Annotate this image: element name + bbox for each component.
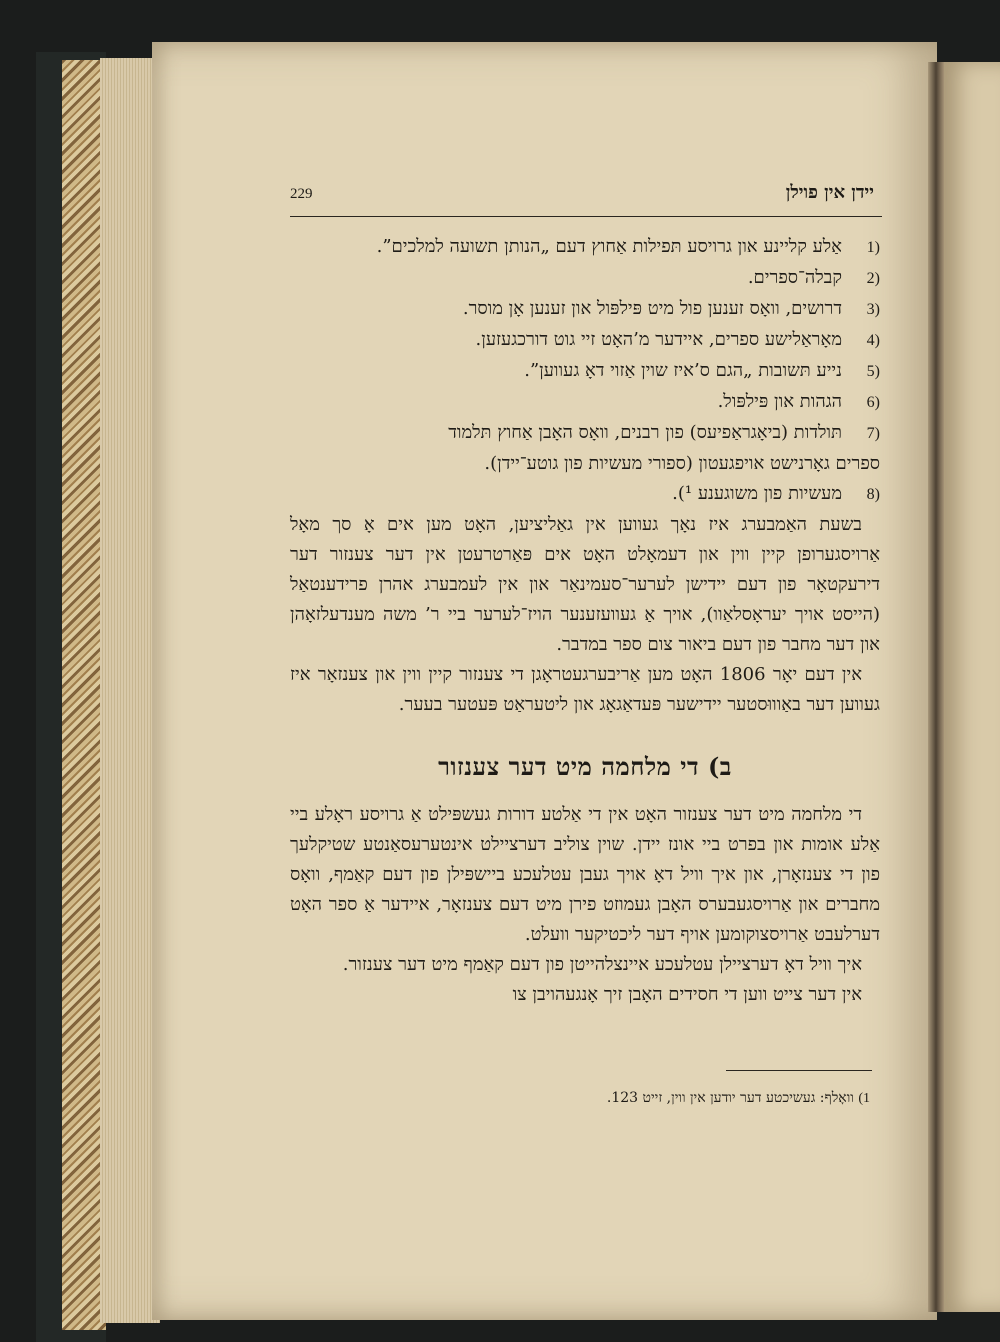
list-item-number: 5) (866, 363, 880, 380)
book-gutter (928, 62, 944, 1312)
list-item (290, 294, 880, 325)
section-heading: ב) די מלחמה מיט דער צענזור (438, 752, 732, 781)
paragraph: אין דעם יאָר 1806 האָט מען אַריבערגעטראָגן די צענזור קיין ווין און צענזאָר איז געווען דער באַוווּסטער יידישער פּעדאַגאָג און ליטעראַט פּעטער בעער. (290, 664, 880, 715)
list-item-number: 1) (866, 239, 880, 256)
list-item (290, 356, 880, 387)
paragraph: איך וויל דאָ דערציילן עטלעכע איינצלהייטן פון דעם קאַמף מיט דער צענזור. (342, 954, 862, 975)
list-item (290, 479, 880, 510)
list-item (290, 263, 880, 294)
list-item-continuation: ספרים גאָרנישט אויפגעטון (ספורי מעשיות פון גוטע־יידן). (484, 453, 880, 474)
list-item-text: מאָראַלישע ספרים, איידער מ’האָט זיי גוט דורכגעזען. (475, 329, 842, 350)
list-item-text: קבלה־ספרים. (747, 267, 842, 288)
list-item (290, 418, 880, 449)
paragraph: אין דער צייט ווען די חסידים האָבן זיך אָנגעהויבן צו (512, 984, 862, 1005)
list-item-text: הגהות און פּילפּול. (717, 391, 842, 412)
list-item-number: 2) (866, 270, 880, 287)
list-item-number: 6) (866, 394, 880, 411)
body-text (290, 800, 880, 1010)
list-item-text: מעשיות פון משוגענע ¹). (672, 483, 842, 504)
facing-page (940, 62, 1000, 1312)
page-header (290, 182, 882, 217)
page-body (290, 232, 880, 1010)
body-text (290, 510, 880, 720)
running-title: יידן אין פוילן (785, 182, 874, 203)
paragraph: בשעת האַמבערג איז נאָך געווען אין גאַליציען, האָט מען אים אָ סך מאָל אַרויסגערופן קיין ווין און דעמאָלט האָט אים פּאַרטרעטן אין דער צענזור דער דירעקטאָר פון דעם יידישן לערער־סעמינאַר און אין לעמבערג אהרן פרידענטאַל (הייסט אויך יעראָסלאַוו), אויך אַ געוועזענער הויז־לערער ביי ר’ משה מענדעלזאָהן און דער מחבר פון דעם ביאור צום ספר במדבר. (290, 514, 880, 655)
list-item-text: תּולדות (ביאָגראַפיעס) פון רבנים, וואָס האָבן אַחוץ תּלמוד (448, 422, 842, 443)
footnote-text: וואָלף: געשיכטע דער יודען אין ווין, זייט 123. (606, 1090, 854, 1106)
list-item (290, 232, 880, 263)
list-item-number: 8) (866, 486, 880, 503)
list-item-text: אַלע קליינע און גרויסע תּפילות אַחוץ דעם „הנותן תשועה למלכים”. (376, 236, 842, 257)
list-item-number: 4) (866, 332, 880, 349)
list-item (290, 325, 880, 356)
list-item-number: 7) (866, 425, 880, 442)
footnote (428, 1090, 870, 1107)
list-item (290, 387, 880, 418)
footnote-number: 1) (858, 1091, 870, 1106)
page-number: 229 (290, 186, 313, 202)
paragraph: די מלחמה מיט דער צענזור האָט אין די אַלטע דורות געשפּילט אַ גרויסע ראָלע ביי אַלע אומות און בפרט ביי אונז יידן. שוין צוליב דערציילט אינטערעסאַנטע שטיקלעך פון די צענזאָרן, און איך וויל דאָ אויך געבן עטלעכע ביישפּילן פון דעם קאַמף, וואָס מחברים און אַרויסגעבערס האָבן געמוזט פירן מיט דעם צענזאָר, איידער אַ ספר האָט דערלעבט אַרויסצוקומען אויף דער ליכטיקער וועלט. (290, 804, 880, 945)
list-item-text: דרושים, וואָס זענען פול מיט פּילפּול און זענען אָן מוסר. (462, 298, 842, 319)
list-item-text: נייע תּשובות „הגם ס’איז שוין אַזוי דאָ געווען”. (524, 360, 842, 381)
page-stack (100, 58, 160, 1323)
list-item-number: 3) (866, 301, 880, 318)
footnote-rule (726, 1070, 872, 1071)
